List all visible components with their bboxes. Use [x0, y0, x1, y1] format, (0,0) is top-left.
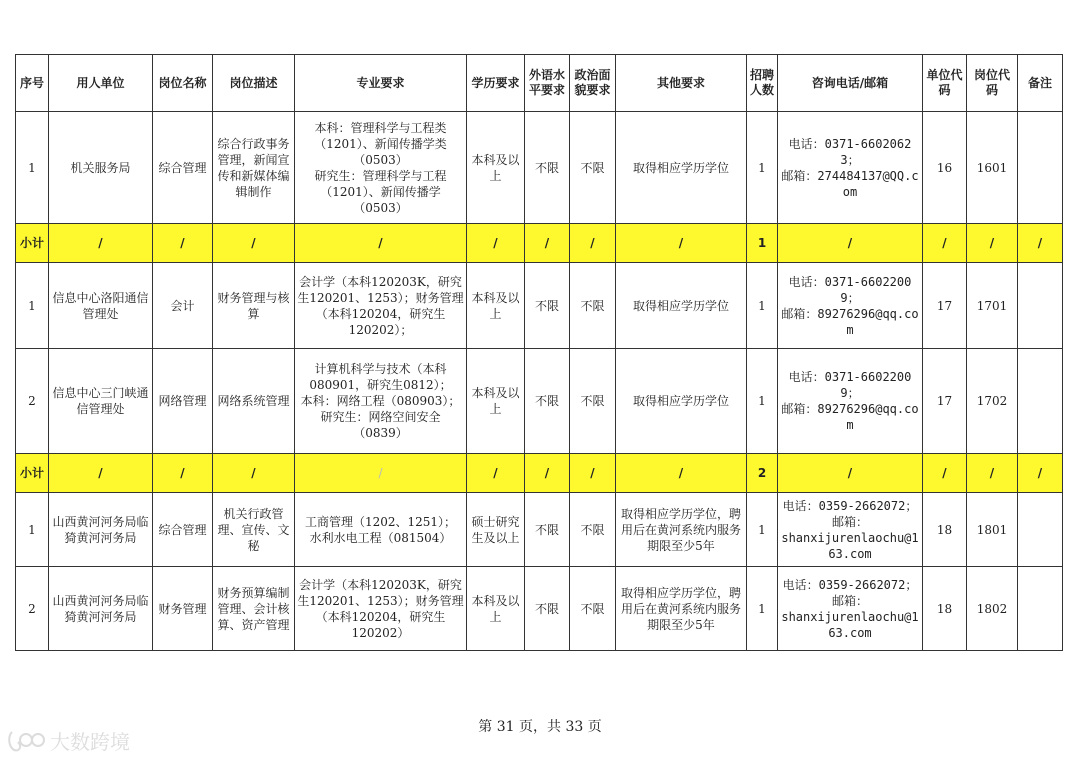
- subtotal-slash: /: [1018, 224, 1063, 263]
- subtotal-row: [16, 224, 1063, 263]
- cell-note: [1018, 493, 1063, 567]
- header-postcode: 岗位代码: [967, 55, 1018, 112]
- header-count: 招聘人数: [747, 55, 778, 112]
- cell-pol: 不限: [570, 567, 616, 651]
- subtotal-slash: /: [923, 224, 967, 263]
- cell-note: [1018, 349, 1063, 454]
- subtotal-slash: /: [467, 224, 525, 263]
- cell-desc: 财务管理与核算: [213, 263, 295, 349]
- cell-contact: 电话：0371-66020623； 邮箱：274484137@QQ.com: [778, 112, 923, 224]
- cell-count: 1: [747, 567, 778, 651]
- subtotal-slash: /: [967, 454, 1018, 493]
- subtotal-slash: /: [213, 454, 295, 493]
- subtotal-slash: /: [923, 454, 967, 493]
- cell-seq: 1: [16, 493, 49, 567]
- subtotal-slash: /: [295, 224, 467, 263]
- subtotal-slash: /: [616, 454, 747, 493]
- cell-lang: 不限: [525, 567, 570, 651]
- cell-other: 取得相应学历学位: [616, 112, 747, 224]
- cell-major: 本科：管理科学与工程类（1201）、新闻传播学类（0503） 研究生：管理科学与工程（1201）、新闻传播学（0503）: [295, 112, 467, 224]
- header-unit: 用人单位: [49, 55, 153, 112]
- cell-major: 工商管理（1202、1251）； 水利水电工程（081504）: [295, 493, 467, 567]
- cell-postcode: 1802: [967, 567, 1018, 651]
- cell-edu: 硕士研究生及以上: [467, 493, 525, 567]
- cell-desc: 机关行政管理、宣传、文秘: [213, 493, 295, 567]
- cell-contact: 电话：0359-2662072； 邮箱： shanxijurenlaochu@163.com: [778, 493, 923, 567]
- cell-pol: 不限: [570, 112, 616, 224]
- cell-seq: 1: [16, 112, 49, 224]
- cell-post: 综合管理: [153, 493, 213, 567]
- cell-postcode: 1702: [967, 349, 1018, 454]
- subtotal-slash: /: [570, 224, 616, 263]
- header-other: 其他要求: [616, 55, 747, 112]
- header-post: 岗位名称: [153, 55, 213, 112]
- subtotal-slash: /: [49, 224, 153, 263]
- cell-lang: 不限: [525, 349, 570, 454]
- subtotal-slash: /: [49, 454, 153, 493]
- page-footer: 第 31 页，共 33 页: [478, 719, 602, 735]
- subtotal-slash: /: [153, 224, 213, 263]
- table-row: [16, 567, 1063, 651]
- cell-major: 计算机科学与技术（本科080901，研究生0812）； 本科：网络工程（080903）； 研究生：网络空间安全（0839）: [295, 349, 467, 454]
- subtotal-label: 小计: [16, 454, 49, 493]
- cell-lang: 不限: [525, 493, 570, 567]
- table-row: [16, 349, 1063, 454]
- subtotal-slash: /: [778, 224, 923, 263]
- cell-unitcode: 18: [923, 567, 967, 651]
- cell-major: 会计学（本科120203K，研究生120201、1253）；财务管理（本科120204，研究生120202）；: [295, 263, 467, 349]
- cell-major: 会计学（本科120203K，研究生120201、1253）；财务管理（本科120204，研究生120202）: [295, 567, 467, 651]
- cell-edu: 本科及以上: [467, 112, 525, 224]
- header-contact: 咨询电话/邮箱: [778, 55, 923, 112]
- cell-post: 网络管理: [153, 349, 213, 454]
- table-row: [16, 263, 1063, 349]
- cell-seq: 1: [16, 263, 49, 349]
- cell-pol: 不限: [570, 349, 616, 454]
- cell-post: 综合管理: [153, 112, 213, 224]
- cell-unit: 信息中心洛阳通信管理处: [49, 263, 153, 349]
- subtotal-count: 2: [747, 454, 778, 493]
- cell-note: [1018, 263, 1063, 349]
- header-major: 专业要求: [295, 55, 467, 112]
- header-desc: 岗位描述: [213, 55, 295, 112]
- cell-desc: 网络系统管理: [213, 349, 295, 454]
- table-row: [16, 493, 1063, 567]
- cell-unit: 山西黄河河务局临猗黄河河务局: [49, 567, 153, 651]
- cell-pol: 不限: [570, 263, 616, 349]
- cell-note: [1018, 112, 1063, 224]
- cell-post: 财务管理: [153, 567, 213, 651]
- subtotal-slash: /: [967, 224, 1018, 263]
- cell-lang: 不限: [525, 263, 570, 349]
- subtotal-slash: /: [525, 454, 570, 493]
- subtotal-slash: /: [1018, 454, 1063, 493]
- cell-edu: 本科及以上: [467, 567, 525, 651]
- cell-contact: 电话：0371-66022009； 邮箱：89276296@qq.com: [778, 349, 923, 454]
- cell-unitcode: 17: [923, 263, 967, 349]
- header-note: 备注: [1018, 55, 1063, 112]
- cell-note: [1018, 567, 1063, 651]
- cell-postcode: 1801: [967, 493, 1018, 567]
- cell-postcode: 1601: [967, 112, 1018, 224]
- table-row: [16, 112, 1063, 224]
- cell-count: 1: [747, 263, 778, 349]
- subtotal-slash: /: [213, 224, 295, 263]
- cell-pol: 不限: [570, 493, 616, 567]
- watermark: [6, 726, 130, 755]
- cell-unit: 山西黄河河务局临猗黄河河务局: [49, 493, 153, 567]
- subtotal-count: 1: [747, 224, 778, 263]
- header-unitcode: 单位代码: [923, 55, 967, 112]
- cell-count: 1: [747, 349, 778, 454]
- cell-unitcode: 18: [923, 493, 967, 567]
- subtotal-slash: /: [525, 224, 570, 263]
- header-row: [16, 55, 1063, 112]
- cell-edu: 本科及以上: [467, 263, 525, 349]
- header-edu: 学历要求: [467, 55, 525, 112]
- cell-seq: 2: [16, 349, 49, 454]
- subtotal-slash: /: [778, 454, 923, 493]
- subtotal-slash: /: [153, 454, 213, 493]
- subtotal-label: 小计: [16, 224, 49, 263]
- cell-contact: 电话：0371-66022009； 邮箱：89276296@qq.com: [778, 263, 923, 349]
- cell-unit: 机关服务局: [49, 112, 153, 224]
- watermark-logo-icon: [6, 728, 46, 754]
- cell-seq: 2: [16, 567, 49, 651]
- header-seq: 序号: [16, 55, 49, 112]
- cell-count: 1: [747, 112, 778, 224]
- cell-contact: 电话：0359-2662072； 邮箱： shanxijurenlaochu@163.com: [778, 567, 923, 651]
- cell-count: 1: [747, 493, 778, 567]
- cell-unitcode: 17: [923, 349, 967, 454]
- cell-edu: 本科及以上: [467, 349, 525, 454]
- subtotal-row: [16, 454, 1063, 493]
- cell-other: 取得相应学历学位: [616, 349, 747, 454]
- cell-postcode: 1701: [967, 263, 1018, 349]
- cell-unit: 信息中心三门峡通信管理处: [49, 349, 153, 454]
- subtotal-slash: /: [570, 454, 616, 493]
- cell-unitcode: 16: [923, 112, 967, 224]
- cell-other: 取得相应学历学位: [616, 263, 747, 349]
- job-table: [15, 54, 1063, 651]
- cell-lang: 不限: [525, 112, 570, 224]
- subtotal-slash: /: [295, 454, 467, 493]
- cell-other: 取得相应学历学位，聘用后在黄河系统内服务期限至少5年: [616, 493, 747, 567]
- subtotal-slash: /: [616, 224, 747, 263]
- cell-desc: 财务预算编制管理、会计核算、资产管理: [213, 567, 295, 651]
- watermark-text: 大数跨境: [50, 730, 130, 754]
- subtotal-slash: /: [467, 454, 525, 493]
- header-pol: 政治面貌要求: [570, 55, 616, 112]
- header-lang: 外语水平要求: [525, 55, 570, 112]
- cell-other: 取得相应学历学位，聘用后在黄河系统内服务期限至少5年: [616, 567, 747, 651]
- cell-post: 会计: [153, 263, 213, 349]
- cell-desc: 综合行政事务管理，新闻宣传和新媒体编辑制作: [213, 112, 295, 224]
